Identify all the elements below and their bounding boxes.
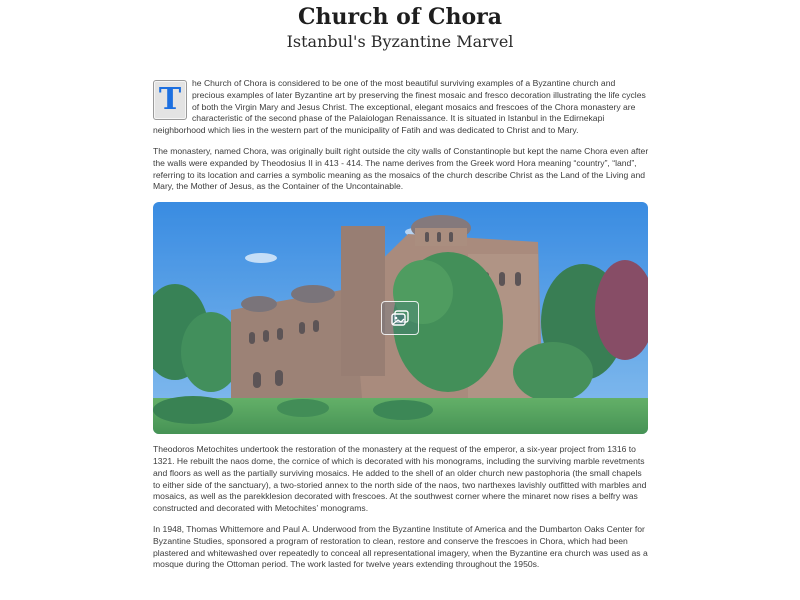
paragraph-modern-restoration: In 1948, Thomas Whittemore and Paul A. Underwood from the Byzantine Institute of America and the Dumbarton Oaks Center for Byzantine Studies, sponsored a program of restoration to clean, restore and conserve the frescoes in Chora, which had been plastered and whitewashed over repeatedly to conceal all representational imagery, when the Byzantine era church was used as a mosque during the Ottoman period. The work lasted for twelve years extending throughout the 1950s. — [153, 523, 648, 570]
paragraph-name-origin: The monastery, named Chora, was originally built right outside the city walls of Constantinople but kept the name Chora even after the walls were expanded by Theodosius II in 413 - 414. The name derives from the Greek word Hora meaning “country”, “land”, referring to its location and carries a symbolic meaning as the mosaics of the church describe Christ as the Land of the Living and Mary, the Mother of Jesus, as the Container of the Uncontainable. — [153, 145, 649, 192]
article-body — [153, 78, 649, 580]
drop-cap: T — [153, 80, 187, 120]
view-image-button[interactable] — [381, 301, 419, 335]
paragraph-restoration: Theodoros Metochites undertook the restoration of the monastery at the request of the emperor, a six-year project from 1316 to 1321. He rebuilt the naos dome, the cornice of which is decorated with his monograms, including the surviving marble revetments and floors as well as the partially surviving mosaics. He added to the shell of an older church new pastophoria (the small chapels to either side of the sanctuary), a two-storied annex to the north side of the naos, two narthexes lavishly outfitted with marbles and mosaics, as well as the parekklesion decorated with frescoes. At the southwest corner where the minaret now rises a belfry was constructed and decorated with Metochites’ monograms. — [153, 444, 647, 514]
page-title: Church of Chora — [298, 4, 502, 30]
page-subtitle: Istanbul's Byzantine Marvel — [286, 32, 514, 51]
paragraph-intro-text: he Church of Chora is considered to be one of the most beautiful surviving examples of a Byzantine church and precious examples of later Byzantine art by preserving the finest mosaic and fresco decoration illustrating the life cycles of both the Virgin Mary and Jesus Christ. The exceptional, elegant mosaics and frescoes of the Chora monastery are characteristic of the second phase of the Palaiologan Renaissance. It is situated in Istanbul in the Edirnekapi neighborhood which lies in the western part of the municipality of Fatih and was dedicated to Christ and to Mary. — [153, 78, 646, 136]
church-photo — [153, 202, 648, 434]
paragraph-intro — [153, 78, 649, 137]
image-icon — [391, 310, 409, 326]
